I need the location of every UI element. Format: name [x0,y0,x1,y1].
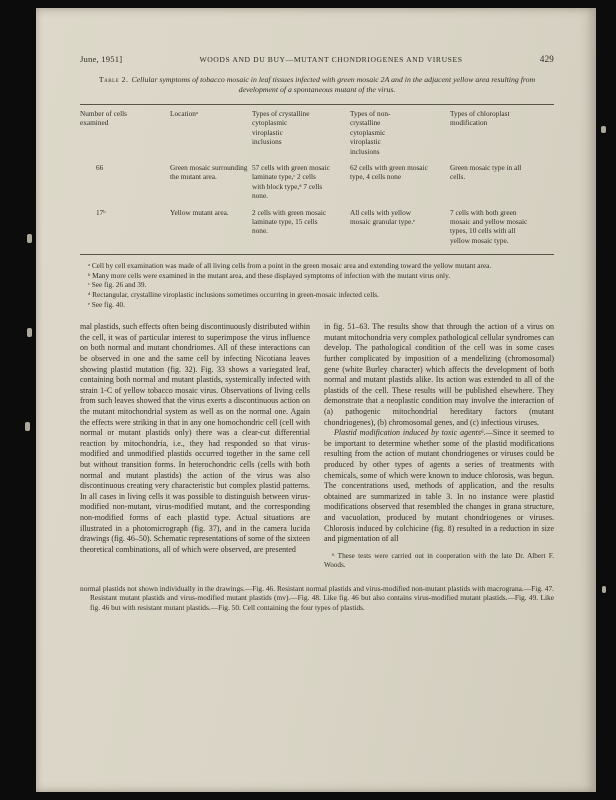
body-paragraph: mal plastids, such effects often being discontinuously distributed within the cell, it was of particular interest to superimpose the virus influence on both normal and mutant chondriomes. All of these interactions can be observed in one and the same cell by infecting Nicotiana leaves showing plastid mutation (fig. 32). Fig. 33 shows a variegated leaf, containing both normal and mutant plastids, systemically infected with strain 1-C of yellow tobacco mosaic virus. Observations of living cells from such leaves showed that the virus exerts a discontinuous action on the mutant mitochondrial system as well as on the normal one. Again the effects were striking in that in any one homochondric cell (cell with normal or mutant plastids only) there was a clear-cut differential reaction by mitochondria, i.e., they had responded so that virus-modified and unmodified plastids occurred together in the same cell but without transition forms. In heterochondric cells (cells with both normal and mutant plastids) the action of the virus was also discontinuous creating very characteristic but complex plastid patterns. In all cases in living cells it was possible to distinguish between virus-modified non-mutant, virus-modified mutant, and the corresponding non-modified forms of each plastid type. Actual situations are illustrated in a photomicrograph (fig. 37), and in the camera lucida drawings (fig. 46–50). Schematic representations of some of the sixteen theoretical combinations, all of which were observed, are presented [80,322,310,554]
table-cell: 17ᵇ [96,207,106,217]
table-footnote: ᵉ See fig. 40. [88,299,125,309]
scan-mark [602,586,606,593]
table-caption [80,75,554,95]
table-cell: Green mosaic surrounding the mutant area. [170,163,248,182]
section-lead: Plastid modification induced by toxic agents⁶.— [334,428,493,438]
table-cell: 57 cells with green mosaic laminate type,ᶜ 2 cells with block type,ᵈ 7 cells none. [252,163,330,201]
running-head [80,54,554,64]
body-paragraph: in fig. 51–63. The results show that through the action of a virus on mutant mitochondria very complex pathological cellular syndromes can develop. The pathological condition of the cell was in some cases further complicated by imposition of a mendelizing (chromosomal) gene (white Burley character) which affects the development of both normal and mutant plastids alike. Its action was extended to all of the plastids of the cell. These results will be published elsewhere. They demonstrate that a neoplastic condition may involve the interaction of (a) pathogenic mitochondrial hereditary factors (mutant chondriogenes), (b) chromosomal genes, and (c) infectious viruses. [324,322,554,427]
table-cell: All cells with yellow mosaic granular type.ᵉ [350,207,415,227]
scan-mark [27,328,32,337]
scan-mark [27,234,32,243]
column-header: Locationᵃ [170,109,198,118]
table-caption-label: Table 2. [98,75,129,84]
column-header: Types of crystalline cytoplasmic viroplastic inclusions [252,109,310,147]
table-cell: 62 cells with green mosaic type, 4 cells none [350,163,428,182]
section-text: Since it seemed to be important to determine whether some of the plastid modifications resulting from the action of mutant chondriogenes or viruses could be produced by other types of agents a series of treatments with chemicals, some of which were known to induce chlorosis, was begun. The concentrations used, methods of application, and the results obtained are summarized in table 3. In no instance were plastid modifications observed that resembled the changes in grana structure, and vacuolation, produced by mutant chondriogenes or viruses. Chlorosis induced by colchicine (fig. 8) resulted in a reduction in size and pigmentation of all [324,428,554,544]
right-column [324,322,554,570]
table-footnote: ᶜ See fig. 26 and 39. [88,280,147,290]
scan-mark [601,126,606,133]
table-header-row [80,109,554,156]
running-title: WOODS AND DU BUY—MUTANT CHONDRIOGENES AND VIRUSES [199,55,463,64]
figure-caption: normal plastids not shown individually in the drawings.—Fig. 46. Resistant normal plastids and virus-modified non-mutant plastids with macrograna.—Fig. 47. Resistant mutant plastids and virus-modified mutant plastids (mv).—Fig. 48. Like fig. 46 but also contains virus-modified mutant plastids.—Fig. 49. Like fig. 46 but with resistant mutant plastids.—Fig. 50. Cell containing the four types of plastids. [80,583,554,612]
table-footnotes [80,261,554,309]
table-footnote: ᵈ Rectangular, crystalline viroplastic inclusions sometimes occurring in green-mosaic infected cells. [88,290,379,300]
scan-mark [25,422,30,431]
column-header: Types of chloroplast modification [450,109,510,128]
column-header: Number of cells examined [80,109,128,128]
issue-date: June, 1951] [80,54,123,64]
table-cell: Yellow mutant area. [170,207,229,217]
table-footnote: ᵇ Many more cells were examined in the mutant area, and these displayed symptoms of infection with the mutant virus only. [88,270,451,280]
journal-page [36,8,596,792]
table-footnote: ᵃ Cell by cell examination was made of all living cells from a point in the green mosaic area and extending toward the yellow mutant area. [88,261,492,271]
body-text [80,322,554,570]
page-number: 429 [539,54,554,64]
left-column [80,322,310,570]
data-table [80,104,554,255]
table-row [80,208,554,246]
table-row [80,163,554,201]
table-cell: 66 [96,163,104,173]
table-cell: 2 cells with green mosaic laminate type, 15 cells none. [252,207,327,236]
body-paragraph [324,428,554,545]
table-cell: 7 cells with both green mosaic and yellow mosaic types, 10 cells with all yellow mosaic type. [450,207,528,245]
table-caption-text: Cellular symptoms of tobacco mosaic in leaf tissues infected with green mosaic 2A and in the adjacent yellow area resulting from development of a spontaneous mutant of the virus. [131,75,536,94]
table-cell: Green mosaic type in all cells. [450,163,522,182]
text-footnote: ⁶ These tests were carried out in cooperation with the late Dr. Albert F. Woods. [324,551,554,570]
column-header: Types of non-crystalline cytoplasmic viroplastic inclusions [350,109,391,156]
